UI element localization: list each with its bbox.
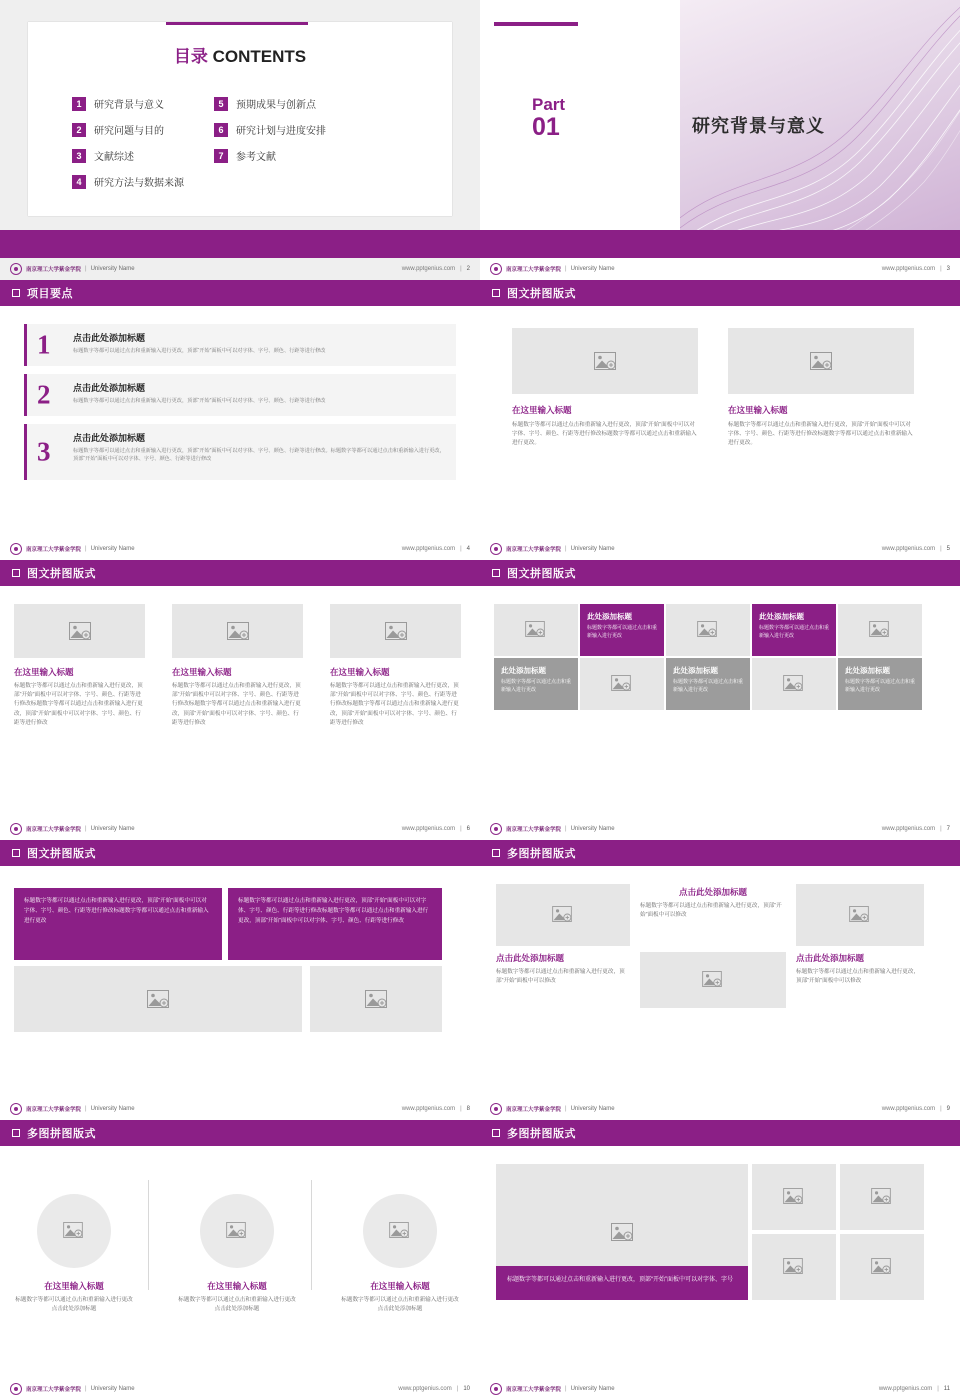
image-placeholder[interactable] xyxy=(330,604,461,658)
footer-right xyxy=(882,1106,950,1112)
footer-site: www.pptgenius.com xyxy=(878,1386,933,1392)
key-point-item[interactable] xyxy=(24,374,456,416)
block-body: 标题数字等都可以通过点击和重新输入进行更改，顶部“开始”面板中可以对字体、字号、颜色、行距等进行修改标题数字等都可以通过点击和重新输入进行更改，顶部“开始”面板中可以对字体、字号、颜色、行距等进行修改 xyxy=(330,683,459,726)
footer-university-cn: 南京理工大学紫金学院 xyxy=(506,1107,562,1113)
contents-item-label: 文献综述 xyxy=(94,152,134,163)
footer-separator: | xyxy=(940,546,942,552)
block-body: 标题数字等都可以通过点击和重新输入进行更改，顶部“开始”面板中可以修改 xyxy=(796,969,920,985)
text-block xyxy=(496,952,630,986)
slide-footer xyxy=(480,1098,960,1120)
footer-left xyxy=(490,543,615,555)
footer-left xyxy=(490,823,615,835)
image-placeholder[interactable] xyxy=(666,604,750,656)
image-placeholder-icon xyxy=(147,990,169,1008)
text-block xyxy=(341,1280,459,1314)
slide-mosaic-layout[interactable] xyxy=(480,560,960,840)
part-heading: 研究背景与意义 xyxy=(692,116,825,136)
footer-university-en: University Name xyxy=(90,266,135,272)
mosaic-text-cell[interactable] xyxy=(580,604,664,656)
slide-footer xyxy=(0,258,480,280)
image-placeholder[interactable] xyxy=(838,604,922,656)
square-bullet-icon xyxy=(492,849,500,857)
footer-separator: | xyxy=(85,826,87,832)
university-logo-icon xyxy=(10,543,22,555)
page-number: 6 xyxy=(466,826,470,832)
cell-body: 标题数字等都可以通过点击和重新输入进行更改 xyxy=(587,625,658,639)
university-logo-icon xyxy=(10,1383,22,1395)
footer-separator: | xyxy=(565,546,567,552)
key-point-number: 2 xyxy=(37,379,51,410)
footer-site: www.pptgenius.com xyxy=(398,1386,452,1392)
contents-item-number: 4 xyxy=(72,175,86,189)
page-number: 7 xyxy=(946,826,950,832)
footer-university-en: University Name xyxy=(90,546,135,552)
footer-left xyxy=(10,1103,135,1115)
part-word: Part xyxy=(532,95,566,114)
image-placeholder-icon xyxy=(365,990,387,1008)
image-placeholder-icon xyxy=(611,675,633,693)
footer-university-cn: 南京理工大学紫金学院 xyxy=(506,267,562,273)
footer-site: www.pptgenius.com xyxy=(881,546,936,552)
image-placeholder-icon xyxy=(697,621,719,639)
block-caption: 在这里输入标题 xyxy=(512,405,572,415)
contents-column-right xyxy=(214,96,326,189)
key-point-title: 点击此处添加标题 xyxy=(73,433,146,443)
part-number: 01 xyxy=(532,112,560,141)
slide-header xyxy=(480,840,960,866)
image-placeholder-icon xyxy=(702,971,724,989)
image-placeholder[interactable] xyxy=(752,1234,836,1300)
image-placeholder[interactable] xyxy=(494,604,578,656)
contents-item[interactable] xyxy=(214,122,326,137)
footer-separator: | xyxy=(565,1106,567,1112)
block-body: 标题数字等都可以通过点击和重新输入进行更改，顶部“开始”面板中可以对字体、字号、颜色、行距等进行修改标题数字等都可以通过点击和重新输入进行更改，顶部“开始”面板中可以对字体、字号、颜色、行距等进行修改 xyxy=(172,683,301,726)
contents-columns xyxy=(72,96,422,189)
text-panel[interactable] xyxy=(496,1266,748,1300)
footer-right xyxy=(402,1106,470,1112)
footer-left xyxy=(10,263,135,275)
contents-item-number: 7 xyxy=(214,149,228,163)
page-number: 10 xyxy=(463,1386,470,1392)
footer-separator: | xyxy=(85,1386,87,1392)
contents-accent-line xyxy=(166,22,308,25)
divider xyxy=(311,1180,312,1290)
slide-two-image-layout[interactable] xyxy=(480,280,960,560)
contents-item-number: 3 xyxy=(72,149,86,163)
contents-item[interactable] xyxy=(214,96,326,111)
slide-header xyxy=(0,280,480,306)
contents-item-label: 研究方法与数据来源 xyxy=(94,178,184,189)
footer-bar xyxy=(0,230,480,258)
image-placeholder[interactable] xyxy=(640,952,786,1008)
slide-footer xyxy=(0,1378,480,1400)
footer-left xyxy=(490,263,615,275)
image-placeholder-icon xyxy=(385,622,407,640)
text-block xyxy=(172,666,303,728)
part-label xyxy=(532,96,565,140)
image-placeholder-icon xyxy=(810,352,832,370)
mosaic-text-cell[interactable] xyxy=(838,658,922,710)
block-body: 标题数字等都可以通过点击和重新输入进行更改 点击此处添加标题 xyxy=(178,1297,296,1313)
contents-item[interactable] xyxy=(72,148,184,163)
footer-right xyxy=(402,826,470,832)
text-block xyxy=(178,1280,296,1314)
footer-left xyxy=(10,823,135,835)
footer-separator: | xyxy=(460,546,462,552)
image-placeholder[interactable] xyxy=(840,1164,924,1230)
cell-title: 此处添加标题 xyxy=(673,666,718,675)
footer-site: www.pptgenius.com xyxy=(881,1106,936,1112)
footer-university-en: University Name xyxy=(570,1106,615,1112)
slide-image-grid-layout[interactable] xyxy=(480,1120,960,1400)
image-placeholder-icon xyxy=(849,906,871,924)
image-placeholder[interactable] xyxy=(796,884,924,946)
footer-separator: | xyxy=(565,266,567,272)
image-placeholder[interactable] xyxy=(496,884,630,946)
footer-university-cn: 南京理工大学紫金学院 xyxy=(26,1107,82,1113)
text-block xyxy=(15,1280,133,1314)
cell-title: 此处添加标题 xyxy=(501,666,546,675)
image-placeholder-icon xyxy=(69,622,91,640)
contents-item-label: 研究背景与意义 xyxy=(94,100,164,111)
contents-item-label: 参考文献 xyxy=(236,152,276,163)
cell-title: 此处添加标题 xyxy=(587,612,632,621)
footer-university-cn: 南京理工大学紫金学院 xyxy=(26,827,82,833)
image-placeholder[interactable] xyxy=(172,604,303,658)
footer-separator: | xyxy=(460,266,462,272)
contents-item-label: 研究问题与目的 xyxy=(94,126,164,137)
contents-title-en: CONTENTS xyxy=(212,47,307,66)
footer-bar xyxy=(480,230,960,258)
text-block xyxy=(14,666,145,728)
page-number: 4 xyxy=(466,546,470,552)
block-caption: 在这里输入标题 xyxy=(370,1281,430,1291)
image-placeholder-icon xyxy=(783,1258,805,1276)
block-caption: 在这里输入标题 xyxy=(330,667,390,677)
block-caption: 在这里输入标题 xyxy=(172,667,232,677)
cell-title: 此处添加标题 xyxy=(845,666,890,675)
footer-separator: | xyxy=(940,1106,942,1112)
footer-separator: | xyxy=(565,826,567,832)
mosaic-text-cell[interactable] xyxy=(752,604,836,656)
contents-item-number: 6 xyxy=(214,123,228,137)
image-placeholder[interactable] xyxy=(14,966,302,1032)
slide-part-cover[interactable] xyxy=(480,0,960,280)
page-number: 3 xyxy=(946,266,950,272)
university-logo-icon xyxy=(490,543,502,555)
page-number: 9 xyxy=(946,1106,950,1112)
slide-header-title: 图文拼图版式 xyxy=(507,288,576,300)
slide-header-title: 图文拼图版式 xyxy=(27,568,96,580)
contents-item[interactable] xyxy=(214,148,326,163)
image-placeholder[interactable] xyxy=(512,328,698,394)
footer-separator: | xyxy=(85,546,87,552)
footer-right xyxy=(882,826,950,832)
footer-university-cn: 南京理工大学紫金学院 xyxy=(26,267,82,273)
slide-header-title: 多图拼图版式 xyxy=(507,1128,576,1140)
footer-site: www.pptgenius.com xyxy=(881,266,936,272)
footer-separator: | xyxy=(460,1106,462,1112)
slide-header xyxy=(0,1120,480,1146)
footer-right xyxy=(879,1386,950,1392)
slide-header-title: 多图拼图版式 xyxy=(507,848,576,860)
text-panel[interactable] xyxy=(14,888,222,960)
image-placeholder[interactable] xyxy=(752,658,836,710)
footer-right xyxy=(402,546,470,552)
university-logo-icon xyxy=(490,1103,502,1115)
text-block xyxy=(640,886,786,920)
image-placeholder[interactable] xyxy=(363,1194,437,1268)
cell-title: 此处添加标题 xyxy=(759,612,804,621)
contents-item-number: 2 xyxy=(72,123,86,137)
image-placeholder[interactable] xyxy=(14,604,145,658)
contents-item-label: 研究计划与进度安排 xyxy=(236,126,326,137)
text-block xyxy=(330,666,461,728)
part-accent-line xyxy=(494,22,578,26)
image-placeholder-icon xyxy=(871,1258,893,1276)
footer-university-en: University Name xyxy=(570,546,615,552)
university-logo-icon xyxy=(10,1103,22,1115)
block-caption: 点击此处添加标题 xyxy=(678,887,747,897)
contents-item-number: 5 xyxy=(214,97,228,111)
footer-university-en: University Name xyxy=(90,1106,135,1112)
page-number: 8 xyxy=(466,1106,470,1112)
slide-three-image-layout[interactable] xyxy=(0,560,480,840)
contents-item[interactable] xyxy=(72,122,184,137)
footer-right xyxy=(882,266,950,272)
slide-multi-image-layout[interactable] xyxy=(480,840,960,1120)
image-placeholder[interactable] xyxy=(37,1194,111,1268)
slide-header xyxy=(480,280,960,306)
slide-header-title: 项目要点 xyxy=(27,288,73,300)
slide-header-title: 多图拼图版式 xyxy=(27,1128,96,1140)
image-placeholder[interactable] xyxy=(200,1194,274,1268)
contents-item-label: 预期成果与创新点 xyxy=(236,100,316,111)
contents-column-left xyxy=(72,96,184,189)
slide-footer xyxy=(0,1098,480,1120)
square-bullet-icon xyxy=(492,569,500,577)
image-placeholder[interactable] xyxy=(728,328,914,394)
block-caption: 在这里输入标题 xyxy=(14,667,74,677)
footer-separator: | xyxy=(940,266,942,272)
square-bullet-icon xyxy=(12,289,20,297)
key-point-body: 标题数字等都可以通过点击和重新输入进行更改，顶部“开始”面板中可以对字体、字号、颜色、行距等进行修改 xyxy=(73,348,326,354)
image-placeholder-icon xyxy=(871,1188,893,1206)
footer-university-cn: 南京理工大学紫金学院 xyxy=(506,547,562,553)
university-logo-icon xyxy=(490,263,502,275)
footer-site: www.pptgenius.com xyxy=(401,546,456,552)
footer-left xyxy=(10,1383,135,1395)
block-body: 标题数字等都可以通过点击和重新输入进行更改 点击此处添加标题 xyxy=(341,1297,459,1313)
page-number: 5 xyxy=(946,546,950,552)
footer-university-en: University Name xyxy=(570,266,615,272)
university-logo-icon xyxy=(10,823,22,835)
text-panel-body: 标题数字等都可以通过点击和重新输入进行更改，顶部“开始”面板中可以对字体、字号 xyxy=(507,1277,733,1283)
square-bullet-icon xyxy=(12,569,20,577)
key-point-title: 点击此处添加标题 xyxy=(73,383,146,393)
key-point-number: 1 xyxy=(37,329,51,360)
key-point-number: 3 xyxy=(37,436,51,467)
contents-title xyxy=(0,42,480,67)
footer-site: www.pptgenius.com xyxy=(401,826,456,832)
image-placeholder-icon xyxy=(227,622,249,640)
footer-separator: | xyxy=(85,266,87,272)
slide-footer xyxy=(0,818,480,840)
footer-left xyxy=(490,1383,615,1395)
text-block xyxy=(796,952,924,986)
image-placeholder-icon xyxy=(63,1222,85,1240)
cell-body: 标题数字等都可以通过点击和重新输入进行更改 xyxy=(501,679,572,693)
university-logo-icon xyxy=(10,263,22,275)
image-placeholder-icon xyxy=(611,1223,633,1241)
part-left-panel xyxy=(480,0,680,258)
footer-university-cn: 南京理工大学紫金学院 xyxy=(506,827,562,833)
footer-university-cn: 南京理工大学紫金学院 xyxy=(506,1387,562,1393)
footer-right xyxy=(398,1386,470,1392)
text-panel-body: 标题数字等都可以通过点击和重新输入进行更改，顶部“开始”面板中可以对字体、字号、颜色、行距等进行修改标题数字等都可以通过点击和重新输入进行更改，顶部“开始”面板中可以对字体、字号、颜色、行距等进行修改 xyxy=(238,898,429,924)
image-placeholder-icon xyxy=(389,1222,411,1240)
footer-university-en: University Name xyxy=(90,1386,135,1392)
footer-separator: | xyxy=(460,826,462,832)
cell-body: 标题数字等都可以通过点击和重新输入进行更改 xyxy=(759,625,830,639)
image-placeholder[interactable] xyxy=(310,966,442,1032)
block-body: 标题数字等都可以通过点击和重新输入进行更改 点击此处添加标题 xyxy=(15,1297,133,1313)
image-placeholder[interactable] xyxy=(752,1164,836,1230)
square-bullet-icon xyxy=(492,1129,500,1137)
footer-left xyxy=(10,543,135,555)
footer-site: www.pptgenius.com xyxy=(401,266,456,272)
square-bullet-icon xyxy=(12,849,20,857)
slide-header xyxy=(0,840,480,866)
image-placeholder[interactable] xyxy=(840,1234,924,1300)
image-placeholder[interactable] xyxy=(580,658,664,710)
image-placeholder-icon xyxy=(594,352,616,370)
page-number: 2 xyxy=(466,266,470,272)
footer-university-en: University Name xyxy=(90,826,135,832)
footer-right xyxy=(402,266,470,272)
square-bullet-icon xyxy=(492,289,500,297)
slide-header-title: 图文拼图版式 xyxy=(507,568,576,580)
text-block xyxy=(512,404,698,449)
slide-footer xyxy=(480,258,960,280)
text-panel[interactable] xyxy=(228,888,442,960)
contents-item[interactable] xyxy=(72,174,184,189)
slide-header-title: 图文拼图版式 xyxy=(27,848,96,860)
key-point-item[interactable] xyxy=(24,324,456,366)
footer-separator: | xyxy=(940,826,942,832)
mosaic-text-cell[interactable] xyxy=(494,658,578,710)
page-number: 11 xyxy=(943,1386,950,1392)
footer-separator: | xyxy=(85,1106,87,1112)
footer-separator: | xyxy=(456,1386,459,1392)
image-placeholder-icon xyxy=(783,675,805,693)
footer-site: www.pptgenius.com xyxy=(881,826,936,832)
key-point-body: 标题数字等都可以通过点击和重新输入进行更改，顶部“开始”面板中可以对字体、字号、颜色、行距等进行修改。标题数字等都可以通过点击和重新输入进行更改，顶部“开始”面板中可以对字体、字号、颜色、行距等进行修改 xyxy=(73,448,445,463)
square-bullet-icon xyxy=(12,1129,20,1137)
key-point-item[interactable] xyxy=(24,424,456,480)
key-point-title: 点击此处添加标题 xyxy=(73,333,146,343)
slide-contents[interactable] xyxy=(0,0,480,280)
cell-body: 标题数字等都可以通过点击和重新输入进行更改 xyxy=(845,679,916,693)
slide-text-image-layout[interactable] xyxy=(0,840,480,1120)
university-logo-icon xyxy=(490,1383,502,1395)
block-caption: 点击此处添加标题 xyxy=(496,953,565,963)
footer-site: www.pptgenius.com xyxy=(401,1106,456,1112)
block-body: 标题数字等都可以通过点击和重新输入进行更改，顶部“开始”面板中可以对字体、字号、颜色、行距等进行修改标题数字等都可以通过点击和重新输入进行更改，顶部“开始”面板中可以对字体、字号、颜色、行距等进行修改 xyxy=(14,683,143,726)
image-placeholder-icon xyxy=(226,1222,248,1240)
slide-footer xyxy=(480,538,960,560)
key-point-body: 标题数字等都可以通过点击和重新输入进行更改，顶部“开始”面板中可以对字体、字号、颜色、行距等进行修改 xyxy=(73,398,326,404)
contents-item[interactable] xyxy=(72,96,184,111)
contents-title-cn: 目录 xyxy=(173,47,208,66)
footer-university-cn: 南京理工大学紫金学院 xyxy=(26,547,82,553)
footer-university-en: University Name xyxy=(570,826,615,832)
slide-footer xyxy=(480,818,960,840)
slide-header xyxy=(480,1120,960,1146)
footer-separator: | xyxy=(565,1386,567,1392)
block-caption: 在这里输入标题 xyxy=(44,1281,104,1291)
slide-header xyxy=(480,560,960,586)
footer-university-en: University Name xyxy=(570,1386,615,1392)
university-logo-icon xyxy=(490,823,502,835)
block-body: 标题数字等都可以通过点击和重新输入进行更改，顶部“开始”面板中可以对字体、字号、颜色、行距等进行修改标题数字等都可以通过点击和重新输入进行更改。 xyxy=(728,422,913,447)
block-caption: 点击此处添加标题 xyxy=(796,953,865,963)
block-body: 标题数字等都可以通过点击和重新输入进行更改，顶部“开始”面板中可以对字体、字号、颜色、行距等进行修改标题数字等都可以通过点击和重新输入进行更改。 xyxy=(512,422,697,447)
block-body: 标题数字等都可以通过点击和重新输入进行更改，顶部“开始”面板中可以修改 xyxy=(640,903,782,919)
slide-footer xyxy=(480,1378,960,1400)
slide-header xyxy=(0,560,480,586)
image-placeholder-icon xyxy=(525,621,547,639)
slide-circle-image-layout[interactable] xyxy=(0,1120,480,1400)
cell-body: 标题数字等都可以通过点击和重新输入进行更改 xyxy=(673,679,744,693)
footer-right xyxy=(882,546,950,552)
slide-key-points[interactable] xyxy=(0,280,480,560)
mosaic-text-cell[interactable] xyxy=(666,658,750,710)
text-block xyxy=(728,404,914,449)
divider xyxy=(148,1180,149,1290)
block-caption: 在这里输入标题 xyxy=(728,405,788,415)
block-caption: 在这里输入标题 xyxy=(207,1281,267,1291)
contents-item-number: 1 xyxy=(72,97,86,111)
block-body: 标题数字等都可以通过点击和重新输入进行更改，顶部“开始”面板中可以修改 xyxy=(496,969,625,985)
footer-left xyxy=(490,1103,615,1115)
image-placeholder-icon xyxy=(552,906,574,924)
text-panel-body: 标题数字等都可以通过点击和重新输入进行更改，顶部“开始”面板中可以对字体、字号、颜色、行距等进行修改标题数字等都可以通过点击和重新输入进行更改 xyxy=(24,898,209,924)
image-placeholder-icon xyxy=(783,1188,805,1206)
footer-separator: | xyxy=(937,1386,939,1392)
image-placeholder-icon xyxy=(869,621,891,639)
slide-footer xyxy=(0,538,480,560)
footer-university-cn: 南京理工大学紫金学院 xyxy=(26,1387,82,1393)
